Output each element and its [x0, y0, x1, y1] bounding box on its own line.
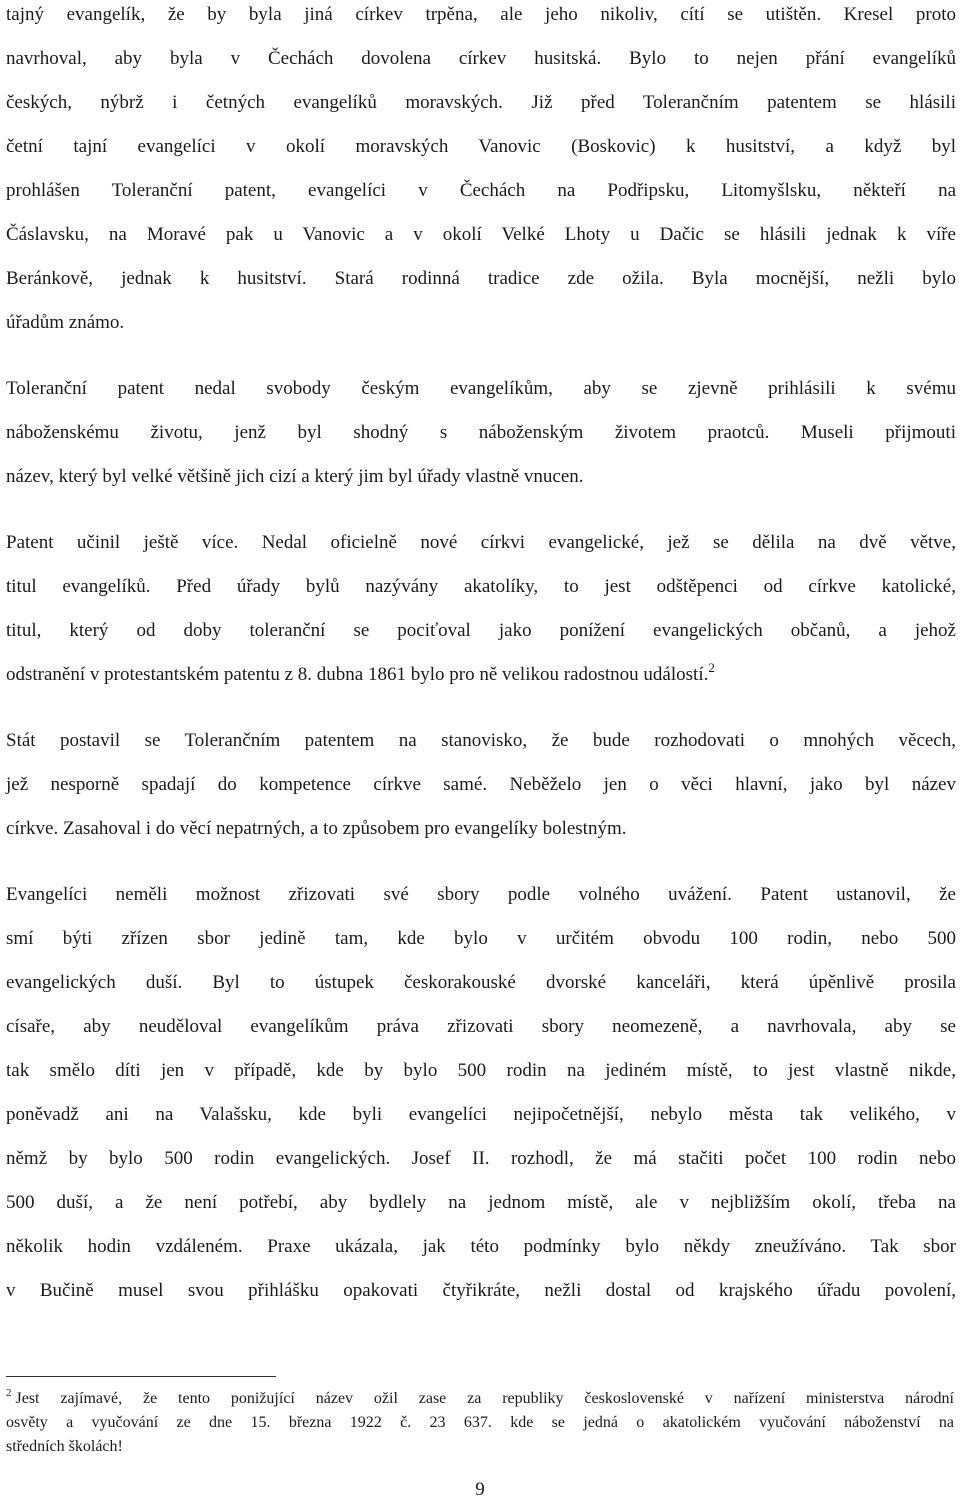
text-line: odstranění v protestantském patentu z 8. dubna 1861 bylo pro ně velikou radostnou událostí. [6, 664, 709, 685]
text-line: císaře, aby neuděloval evangelíkům práva zřizovati sbory neomezeně, a navrhovala, aby se [6, 1016, 956, 1037]
text-line: Patent učinil ještě více. Nedal oficielně nové církvi evangelické, jež se dělila na dvě větve, [6, 532, 956, 553]
text-line: tak smělo díti jen v případě, kde by bylo 500 rodin na jediném místě, to jest vlastně nikde, [6, 1060, 956, 1081]
text-line: Toleranční patent nedal svobody českým evangelíkům, aby se zjevně prihlásili k svému [6, 378, 956, 399]
footnote-text: Jest zajímavé, že tento ponižující název ožil zase za republiky československé v nařízení ministerstva národní [15, 1390, 954, 1407]
text-line: církve. Zasahoval i do věcí nepatrných, a to způsobem pro evangelíky bolestným. [6, 818, 627, 839]
footnote-line: středních školách! [6, 1438, 123, 1455]
text-line: 500 duší, a že není potřebí, aby bydlely na jednom místě, ale v nejbližším okolí, třeba na [6, 1192, 956, 1213]
text-line: náboženskému životu, jenž byl shodný s náboženským životem praotců. Museli přijmouti [6, 422, 956, 443]
text-line: Stát postavil se Tolerančním patentem na stanovisko, že bude rozhodovati o mnohých věcech, [6, 730, 956, 751]
text-line: Čáslavsku, na Moravé pak u Vanovic a v okolí Velké Lhoty u Dačic se hlásili jednak k víře [6, 224, 956, 245]
document-body [6, 0, 956, 1335]
text-line: navrhoval, aby byla v Čechách dovolena církev husitská. Bylo to nejen přání evangelíků [6, 48, 956, 69]
text-line: Evangelíci neměli možnost zřizovati své sbory podle volného uvážení. Patent ustanovil, že [6, 884, 956, 905]
text-line: smí býti zřízen sbor jedině tam, kde bylo v určitém obvodu 100 rodin, nebo 500 [6, 928, 956, 949]
paragraph-3 [6, 521, 956, 697]
text-line: titul, který od doby toleranční se pociťoval jako ponížení evangelických občanů, a jehož [6, 620, 956, 641]
text-line: evangelických duší. Byl to ústupek českorakouské dvorské kanceláři, která úpěnlivě prosila [6, 972, 956, 993]
text-line: úřadům známo. [6, 312, 125, 333]
text-line: název, který byl velké většině jich cizí a který jim byl úřady vlastně vnucen. [6, 466, 584, 487]
paragraph-1 [6, 0, 956, 345]
text-line: Beránkově, jednak k husitství. Stará rodinná tradice zde ožila. Byla mocnější, nežli bylo [6, 268, 956, 289]
paragraph-2 [6, 367, 956, 499]
footnote-line [6, 1387, 954, 1411]
text-line: několik hodin vzdáleném. Praxe ukázala, jak této podmínky bylo někdy zneužíváno. Tak sbor [6, 1236, 956, 1257]
text-line: četní tajní evangelíci v okolí moravských Vanovic (Boskovic) k husitství, a když byl [6, 136, 956, 157]
footnote-separator [6, 1376, 276, 1377]
text-line: v Bučině musel svou přihlášku opakovati čtyřikráte, nežli dostal od krajského úřadu povolení, [6, 1280, 956, 1301]
footnote-mark: 2 [6, 1387, 12, 1399]
text-line: němž by bylo 500 rodin evangelických. Josef II. rozhodl, že má stačiti počet 100 rodin nebo [6, 1148, 956, 1169]
text-line: jež nesporně spadají do kompetence církve samé. Neběželo jen o věci hlavní, jako byl název [6, 774, 956, 795]
page-number: 9 [475, 1479, 485, 1500]
paragraph-5 [6, 873, 956, 1313]
footnote-line: osvěty a vyučování ze dne 15. března 1922 č. 23 637. kde se jedná o akatolickém vyučování náboženství na [6, 1414, 954, 1431]
footnote-reference[interactable]: 2 [708, 660, 715, 675]
footnote [6, 1387, 954, 1459]
text-line: titul evangelíků. Před úřady bylů nazývány akatolíky, to jest odštěpenci od církve katolické, [6, 576, 956, 597]
paragraph-4 [6, 719, 956, 851]
text-line: tajný evangelík, že by byla jiná církev trpěna, ale jeho nikoliv, cítí se utištěn. Kresel proto [6, 4, 956, 25]
text-line-with-footnote [6, 653, 956, 697]
text-line: prohlášen Toleranční patent, evangelíci v Čechách na Podřipsku, Litomyšlsku, někteří na [6, 180, 956, 201]
text-line: českých, nýbrž i četných evangelíků moravských. Již před Tolerančním patentem se hlásili [6, 92, 956, 113]
text-line: poněvadž ani na Valašsku, kde byli evangelíci nejipočetnější, nebylo města tak velikého, v [6, 1104, 956, 1125]
